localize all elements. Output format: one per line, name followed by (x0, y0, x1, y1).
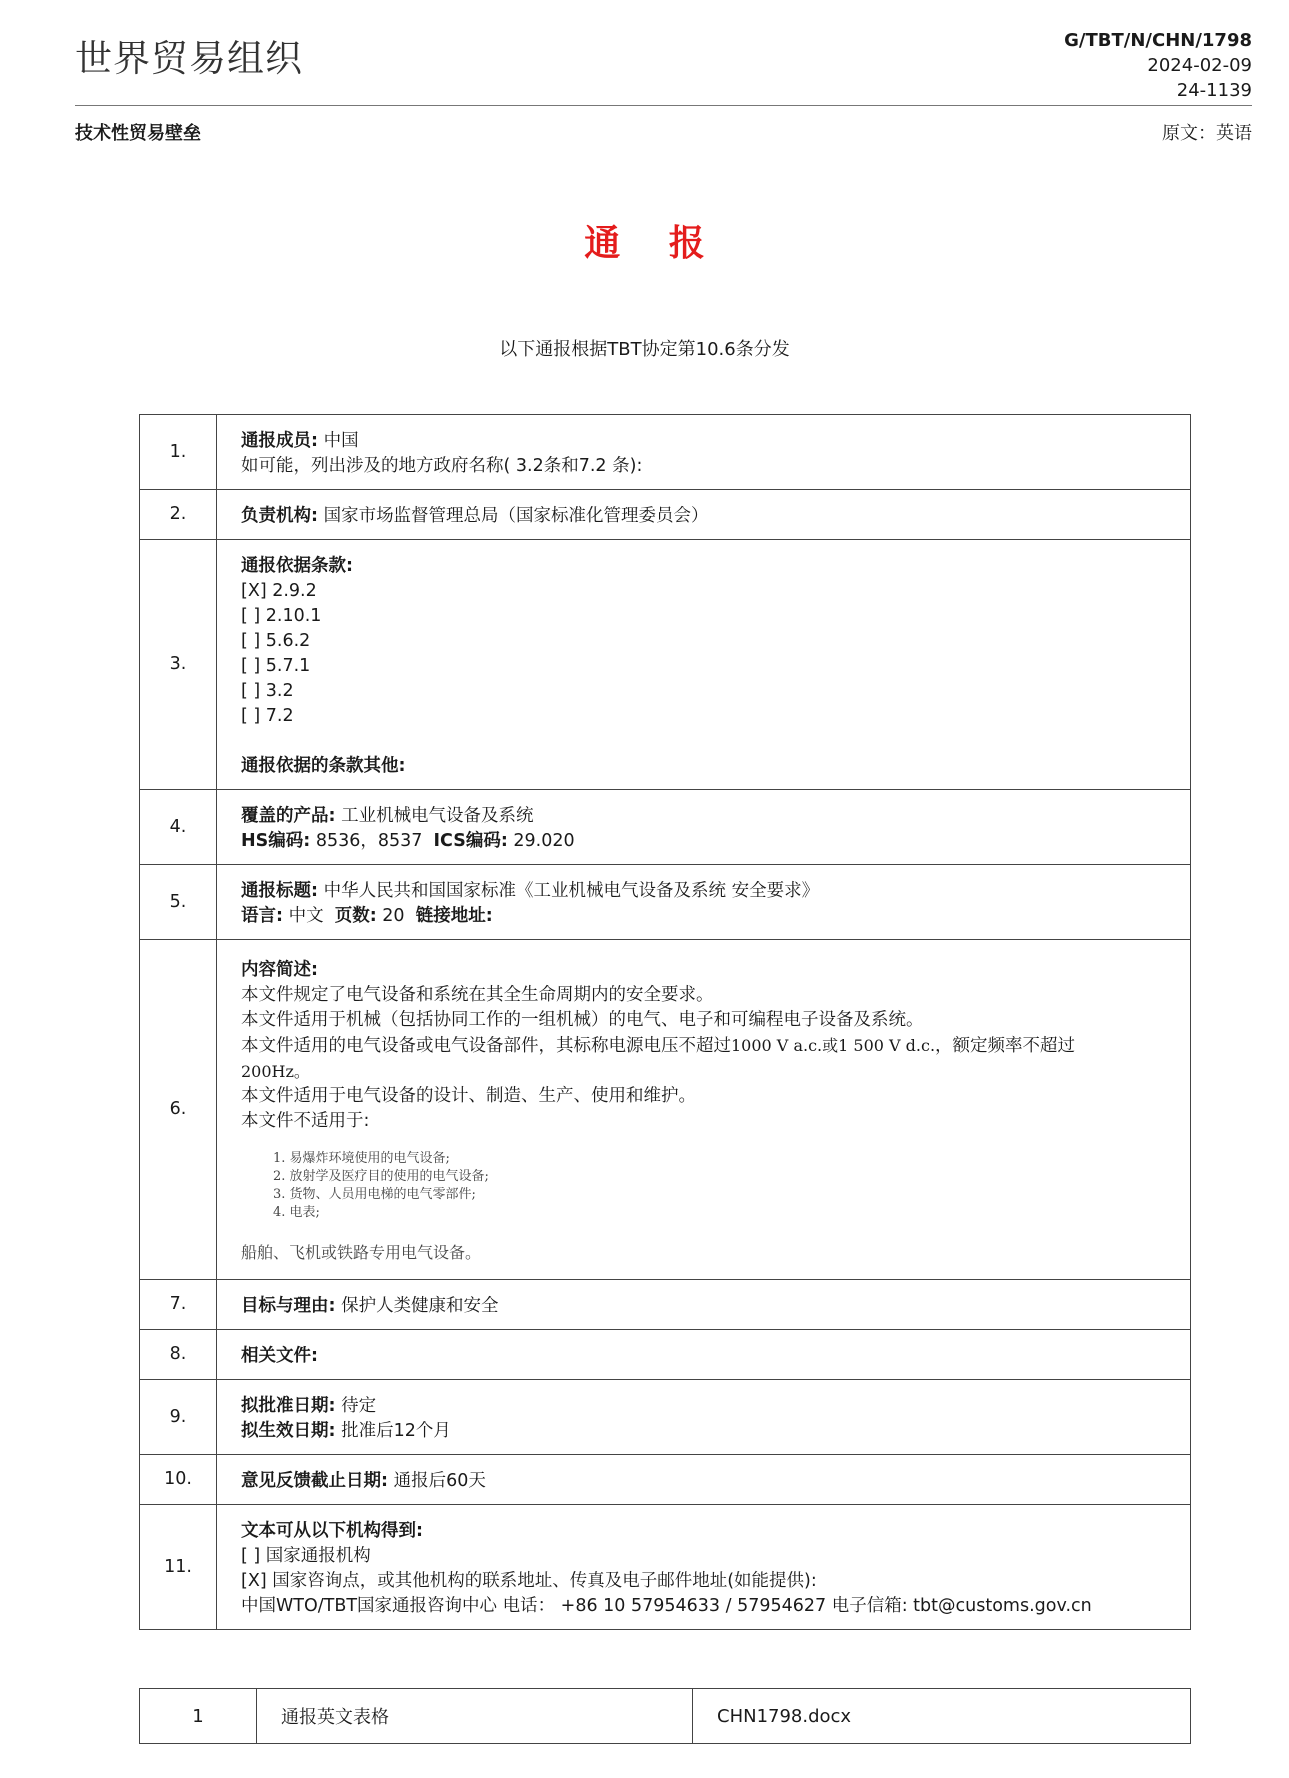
original-language: 原文：英语 (1162, 123, 1252, 144)
attachment-name: 通报英文表格 (257, 1689, 693, 1744)
field-note: 如可能，列出涉及的地方政府名称( 3.2条和7.2 条): (241, 455, 643, 476)
field-label: 覆盖的产品: (241, 805, 336, 826)
row-line (241, 804, 1176, 829)
list-item: 1. 易爆炸环境使用的电气设备; (273, 1150, 450, 1166)
field-label: 相关文件: (241, 1345, 318, 1366)
checkbox-option: [ ] 5.7.1 (241, 655, 311, 676)
doc-date: 2024-02-09 (1147, 55, 1252, 76)
row-content (217, 865, 1191, 940)
exclusion-list (273, 1150, 1176, 1222)
pages-value: 20 (376, 905, 405, 926)
table-row (140, 540, 1191, 790)
field-label: 内容简述: (241, 959, 318, 980)
row-number: 8. (140, 1330, 217, 1380)
field-value: 工业机械电气设备及系统 (335, 805, 534, 826)
row-content (217, 1380, 1191, 1455)
attachment-file-link[interactable]: CHN1798.docx (693, 1689, 1191, 1744)
attachment-table (139, 1688, 1191, 1744)
table-row (140, 490, 1191, 540)
list-item: 2. 放射学及医疗目的使用的电气设备; (273, 1168, 489, 1184)
row-number: 11. (140, 1505, 217, 1630)
row-number: 4. (140, 790, 217, 865)
field-value: 保护人类健康和安全 (335, 1295, 499, 1316)
field-label: 通报标题: (241, 880, 318, 901)
field-label: 目标与理由: (241, 1295, 336, 1316)
description-line (241, 1033, 1176, 1059)
page-subtitle: 以下通报根据TBT协定第10.6条分发 (499, 339, 790, 360)
spacer (241, 729, 1176, 754)
field-label: 拟生效日期: (241, 1420, 336, 1441)
text-segment: ，额定频率不超过 (935, 1035, 1076, 1056)
table-row (140, 865, 1191, 940)
row-number: 7. (140, 1280, 217, 1330)
language-label: 语言: (241, 905, 283, 926)
field-label: 拟批准日期: (241, 1395, 336, 1416)
doc-meta (1064, 28, 1252, 103)
field-value: 中国 (318, 430, 359, 451)
row-line (241, 879, 1176, 904)
source-option: [ ] 国家通报机构 (241, 1545, 371, 1566)
link-label: 链接地址: (415, 905, 493, 926)
source-option: [X] 国家咨询点，或其他机构的联系地址、传真及电子邮件地址(如能提供): (241, 1570, 817, 1591)
row-number: 10. (140, 1455, 217, 1505)
field-label: 通报成员: (241, 430, 318, 451)
row-content (217, 1330, 1191, 1380)
row-content (217, 490, 1191, 540)
field-value: 待定 (335, 1395, 377, 1416)
row-content (217, 540, 1191, 790)
list-item: 3. 货物、人员用电梯的电气零部件; (273, 1186, 476, 1202)
row-number: 3. (140, 540, 217, 790)
table-row (140, 1455, 1191, 1505)
row-line (241, 904, 1176, 929)
row-line (241, 1394, 1176, 1419)
row-content (217, 1505, 1191, 1630)
row-number: 5. (140, 865, 217, 940)
doc-code: G/TBT/N/CHN/1798 (1064, 30, 1252, 51)
field-value: 国家市场监督管理总局（国家标准化管理委员会） (318, 505, 709, 526)
row-content (217, 940, 1191, 1280)
checkbox-option: [ ] 7.2 (241, 705, 294, 726)
pages-label: 页数: (334, 905, 377, 926)
table-row (140, 415, 1191, 490)
field-label: 意见反馈截止日期: (241, 1470, 388, 1491)
ics-value: 29.020 (507, 830, 575, 851)
page-title: 通 报 (584, 223, 723, 264)
exclusion-tail: 船舶、飞机或铁路专用电气设备。 (241, 1242, 482, 1262)
description-line: 本文件适用于电气设备的设计、制造、生产、使用和维护。 (241, 1085, 696, 1106)
table-row (140, 1330, 1191, 1380)
description-line: 200Hz。 (241, 1061, 310, 1081)
row-content (217, 790, 1191, 865)
voltage-value: 1000 V a.c.或1 500 V d.c. (731, 1035, 936, 1055)
row-number: 6. (140, 940, 217, 1280)
row-line (241, 429, 1176, 454)
hs-label: HS编码: (241, 830, 311, 851)
header-divider (75, 105, 1252, 106)
field-value: 批准后12个月 (335, 1420, 451, 1441)
checkbox-option: [ ] 2.10.1 (241, 605, 322, 626)
field-value: 通报后60天 (388, 1470, 486, 1491)
text-segment: 本文件适用的电气设备或电气设备部件，其标称电源电压不超过 (241, 1035, 731, 1056)
checkbox-option: [ ] 3.2 (241, 680, 294, 701)
contact-info: 中国WTO/TBT国家通报咨询中心 电话： +86 10 57954633 / 57954627 电子信箱: tbt@customs.gov.cn (241, 1595, 1092, 1616)
row-line (241, 829, 1176, 854)
table-row (140, 940, 1191, 1280)
table-row (140, 1505, 1191, 1630)
checkbox-option: [X] 2.9.2 (241, 580, 317, 601)
row-number: 9. (140, 1380, 217, 1455)
language-value: 中文 (283, 905, 324, 926)
table-row (140, 1280, 1191, 1330)
row-content (217, 415, 1191, 490)
table-row (140, 1380, 1191, 1455)
checkbox-option: [ ] 5.6.2 (241, 630, 311, 651)
row-content (217, 1280, 1191, 1330)
field-label: 通报依据条款: (241, 555, 353, 576)
notification-table (139, 414, 1191, 1630)
field-label: 文本可从以下机构得到: (241, 1520, 423, 1541)
description-line: 本文件规定了电气设备和系统在其全生命周期内的安全要求。 (241, 984, 714, 1005)
table-row (140, 1689, 1191, 1744)
list-item: 4. 电表; (273, 1204, 320, 1220)
ics-label: ICS编码: (433, 830, 508, 851)
field-label: 通报依据的条款其他: (241, 755, 406, 776)
hs-value: 8536，8537 (310, 830, 423, 851)
committee-name: 技术性贸易壁垒 (75, 123, 201, 144)
table-row (140, 790, 1191, 865)
description-line: 本文件适用于机械（包括协同工作的一组机械）的电气、电子和可编程电子设备及系统。 (241, 1009, 924, 1030)
description-line: 本文件不适用于: (241, 1110, 370, 1131)
org-name: 世界贸易组织 (75, 37, 303, 80)
row-line (241, 1419, 1176, 1444)
row-number: 1. (140, 415, 217, 490)
field-value: 中华人民共和国国家标准《工业机械电气设备及系统 安全要求》 (318, 880, 820, 901)
attachment-number: 1 (140, 1689, 257, 1744)
field-label: 负责机构: (241, 505, 318, 526)
row-content (217, 1455, 1191, 1505)
doc-number: 24-1139 (1176, 80, 1252, 101)
row-number: 2. (140, 490, 217, 540)
